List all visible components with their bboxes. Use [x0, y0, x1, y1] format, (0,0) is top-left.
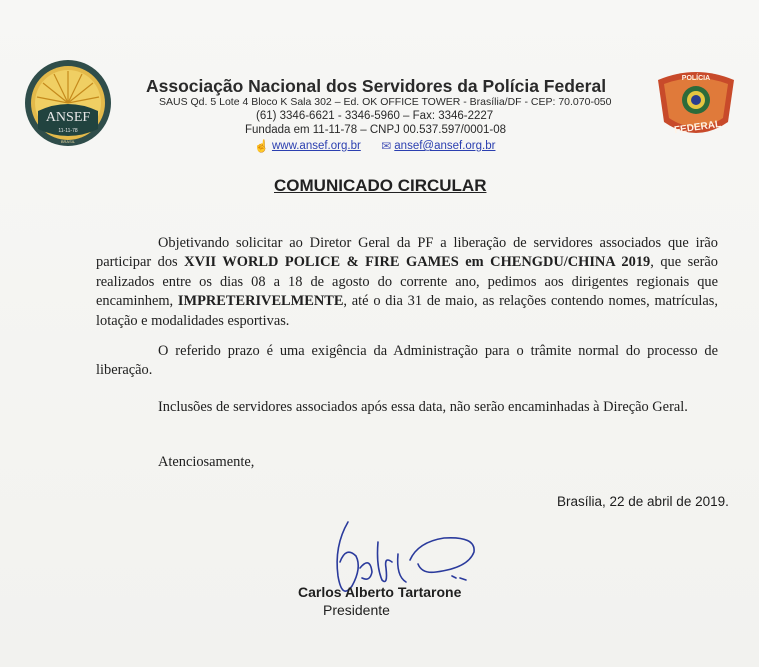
paragraph-1: Objetivando solicitar ao Diretor Geral da PF a liberação de servidores associados que irão participar dos XVII WORLD POLICE & FIRE GAMES em CHENGDU/CHINA 2019, que serão realizados entre os dias 08 a 18 de agosto do corrente ano, pedimos aos dirigentes regionais que encaminhem, IMPRETERIVELMENTE, até o dia 31 de maio, as relações contendo nomes, matrículas, lotação e modalidades esportivas.	[96, 235, 718, 329]
signatory-role: Presidente	[323, 602, 390, 618]
emphasis-word: IMPRETERIVELMENTE	[177, 293, 344, 310]
founded-line: Fundada em 11-11-78 – CNPJ 00.537.597/0001-08	[245, 124, 507, 136]
paragraph-2: O referido prazo é uma exigência da Administração para o trâmite normal do processo de liberação.	[96, 343, 718, 379]
signatory-name: Carlos Alberto Tartarone	[298, 584, 462, 600]
seal-date-text: 11-11-78	[58, 128, 78, 134]
badge-bottom-text: FEDERAL	[673, 118, 722, 137]
event-name: XVII WORLD POLICE & FIRE GAMES em CHENGDU/CHINA 2019	[184, 254, 651, 271]
document-date: Brasília, 22 de abril de 2019.	[557, 494, 729, 509]
contact-row	[254, 139, 495, 153]
seal-bottom-text: BRASIL	[60, 139, 76, 144]
website-link[interactable]: www.ansef.org.br	[271, 140, 361, 153]
phone-line: (61) 3346-6621 - 3346-5960 – Fax: 3346-2227	[256, 110, 494, 122]
seal-ansef-text: ANSEF	[45, 110, 91, 125]
organization-name: Associação Nacional dos Servidores da Polícia Federal	[146, 76, 607, 96]
closing-salutation: Atenciosamente,	[158, 454, 255, 470]
address-line: SAUS Qd. 5 Lote 4 Bloco K Sala 302 – Ed. OK OFFICE TOWER - Brasília/DF - CEP: 70.070-050	[159, 96, 612, 108]
envelope-icon: ✉	[381, 139, 392, 153]
mouse-pointer-icon: ☝	[254, 139, 269, 153]
badge-top-text: POLÍCIA	[681, 75, 711, 82]
paragraph-3: Inclusões de servidores associados após essa data, não serão encaminhadas à Direção Geral.	[158, 399, 688, 415]
policia-federal-badge-logo	[650, 66, 742, 142]
ansef-seal-logo	[24, 59, 112, 147]
document-title: COMUNICADO CIRCULAR	[274, 176, 487, 195]
email-link[interactable]: ansef@ansef.org.br	[394, 140, 496, 153]
